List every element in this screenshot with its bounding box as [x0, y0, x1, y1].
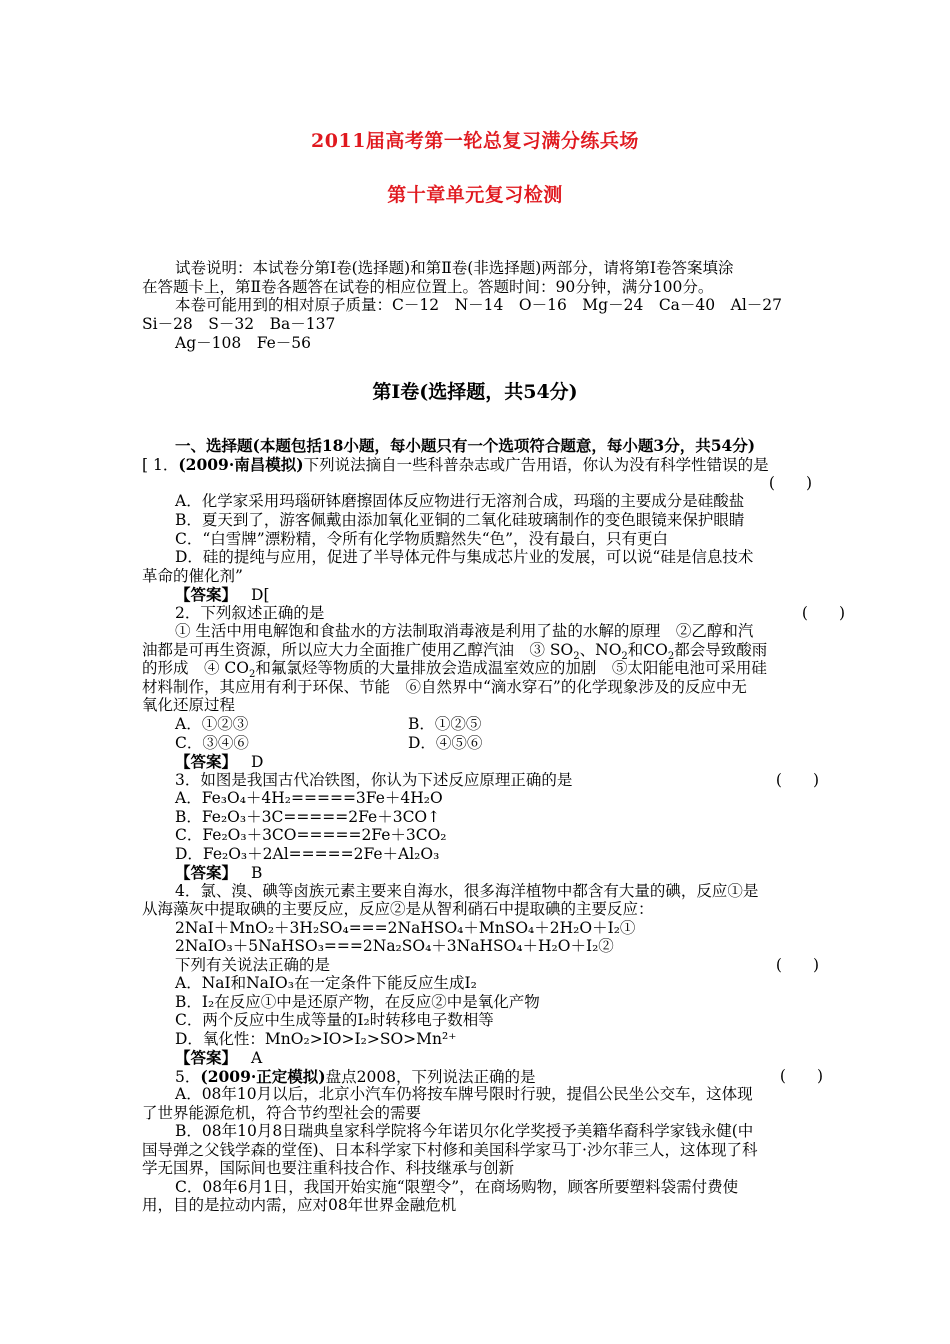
question-text: 3．如图是我国古代冶铁图，你认为下述反应原理正确的是	[175, 771, 573, 789]
option-d: D．④⑤⑥	[408, 734, 483, 752]
answer-value: D[	[251, 586, 270, 604]
option-a: A．NaI和NaIO₃在一定条件下能反应生成I₂	[175, 974, 477, 992]
answer-label: 【答案】	[175, 863, 238, 882]
question-3-stem	[175, 771, 845, 790]
question-text: 下列说法摘自一些科普杂志或广告用语，你认为没有科学性错误的是	[303, 456, 769, 474]
answer-value: A	[251, 1049, 263, 1067]
subscript: 2	[667, 651, 675, 663]
option-d: D．氧化性：MnO₂>IO>I₂>SO>Mn²⁺	[175, 1030, 457, 1048]
question-number: 5．	[175, 1068, 201, 1086]
text-run: 和氟氯烃等物质的大量排放会造成温室效应的加剧 ⑤太阳能电池可采用硅	[255, 659, 767, 677]
statement-line	[142, 641, 812, 663]
answer-bracket: ( )	[779, 1067, 823, 1085]
answer-bracket: ( )	[768, 474, 812, 492]
option-b: B．Fe₂O₃＋3C=====2Fe＋3CO↑	[175, 808, 441, 826]
question-4-stem-cont: 从海藻灰中提取碘的主要反应，反应②是从智利硝石中提取碘的主要反应：	[142, 900, 654, 918]
option-d: D．Fe₂O₃＋2Al=====2Fe＋Al₂O₃	[175, 845, 440, 863]
equation-2: 2NaIO₃＋5NaHSO₃===2Na₂SO₄＋3NaHSO₄＋H₂O＋I₂②	[175, 937, 614, 955]
answer-label: 【答案】	[175, 1048, 238, 1067]
statement-line: 氧化还原过程	[142, 696, 236, 714]
option-a: A．Fe₃O₄＋4H₂=====3Fe＋4H₂O	[175, 789, 443, 807]
option-a: A．08年10月以后，北京小汽车仍将按车牌号限时行驶，提倡公民坐公交车，这体现	[175, 1085, 753, 1103]
option-c: C．“白雪牌”漂粉精，令所有化学物质黯然失“色”，没有最白，只有更白	[175, 530, 669, 548]
intro-line: 试卷说明：本试卷分第Ⅰ卷(选择题)和第Ⅱ卷(非选择题)两部分，请将第Ⅰ卷答案填涂	[175, 259, 734, 277]
option-c: C．08年6月1日，我国开始实施“限塑令”，在商场购物，顾客所要塑料袋需付费使	[175, 1178, 739, 1196]
option-a: A．①②③	[175, 715, 249, 733]
option-b-cont: 学无国界，国际间也要注重科技合作、科技继承与创新	[142, 1159, 515, 1177]
option-a: A．化学家采用玛瑙研钵磨擦固体反应物进行无溶剂合成，玛瑙的主要成分是硅酸盐	[175, 492, 745, 510]
option-b-cont: 国导弹之父钱学森的堂侄)、日本科学家下村修和美国科学家马丁·沙尔菲三人，这体现了科	[142, 1141, 758, 1159]
option-d-cont: 革命的催化剂”	[142, 567, 243, 585]
answer-bracket: ( )	[801, 604, 845, 622]
question-source: (2009·南昌模拟)	[178, 455, 304, 474]
chapter-title: 第十章单元复习检测	[387, 184, 563, 206]
text-run: 的形成 ④ CO	[142, 659, 249, 677]
question-5-stem	[175, 1067, 845, 1086]
document-title: 2011届高考第一轮总复习满分练兵场	[311, 130, 639, 152]
option-b: B．I₂在反应①中是还原产物，在反应②中是氧化产物	[175, 993, 540, 1011]
option-c: C．③④⑥	[175, 734, 249, 752]
question-4-stem: 4．氯、溴、碘等卤族元素主要来自海水，很多海洋植物中都含有大量的碘，反应①是	[175, 882, 759, 900]
question-4-prompt	[175, 956, 845, 975]
answer-label: 【答案】	[175, 752, 238, 771]
intro-line: 在答题卡上，第Ⅱ卷各题答在试卷的相应位置上。答题时间：90分钟，满分100分。	[142, 278, 714, 296]
answer-line	[175, 585, 845, 604]
option-c: C．Fe₂O₃＋3CO=====2Fe＋3CO₂	[175, 826, 447, 844]
statement-line	[142, 659, 812, 681]
question-2-stem	[175, 604, 845, 623]
option-c-cont: 用，目的是拉动内需，应对08年世界金融危机	[142, 1196, 457, 1214]
answer-bracket: ( )	[775, 771, 819, 789]
subscript: 2	[249, 669, 256, 681]
question-number: [ 1．	[142, 456, 179, 474]
answer-label: 【答案】	[175, 585, 238, 604]
answer-bracket-row	[142, 474, 812, 493]
answer-bracket: ( )	[775, 956, 819, 974]
option-a-cont: 了世界能源危机，符合节约型社会的需要	[142, 1104, 422, 1122]
text-run: 油都是可再生资源，所以应大力全面推广使用乙醇汽油 ③ SO	[142, 641, 574, 659]
option-d: D．硅的提纯与应用，促进了半导体元件与集成芯片业的发展，可以说“硅是信息技术	[175, 548, 754, 566]
intro-line: 本卷可能用到的相对原子质量：C－12 N－14 O－16 Mg－24 Ca－40 Al－27	[175, 296, 783, 314]
text-run: 和CO	[627, 641, 668, 659]
intro-line: Si－28 S－32 Ba－137	[142, 315, 336, 333]
options-row	[175, 734, 845, 753]
question-text: 下列有关说法正确的是	[175, 956, 331, 974]
section-instruction: 一、选择题(本题包括18小题，每小题只有一个选项符合题意，每小题3分，共54分)	[175, 436, 756, 455]
answer-value: B	[251, 864, 263, 882]
part1-heading: 第Ⅰ卷(选择题，共54分)	[372, 381, 578, 403]
question-1-stem	[142, 455, 812, 474]
intro-line: Ag－108 Fe－56	[175, 334, 312, 352]
option-b: B．夏天到了，游客佩戴由添加氧化亚铜的二氧化硅玻璃制作的变色眼镜来保护眼睛	[175, 511, 745, 529]
text-run: 都会导致酸雨	[674, 641, 768, 659]
equation-1: 2NaI＋MnO₂＋3H₂SO₄===2NaHSO₄＋MnSO₄＋2H₂O＋I₂①	[175, 919, 636, 937]
answer-line	[175, 1048, 845, 1067]
text-run: 、NO	[579, 641, 622, 659]
option-c: C．两个反应中生成等量的I₂时转移电子数相等	[175, 1011, 494, 1029]
option-b: B．08年10月8日瑞典皇家科学院将今年诺贝尔化学奖授予美籍华裔科学家钱永健(中	[175, 1122, 754, 1140]
answer-line	[175, 752, 845, 771]
option-b: B．①②⑤	[408, 715, 482, 733]
subscript: 2	[573, 651, 580, 663]
question-text: 盘点2008，下列说法正确的是	[325, 1068, 536, 1086]
question-source: (2009·正定模拟)	[200, 1067, 326, 1086]
subscript: 2	[621, 651, 628, 663]
answer-line	[175, 863, 845, 882]
options-row	[175, 715, 845, 734]
question-text: 2．下列叙述正确的是	[175, 604, 325, 622]
statement-line: ① 生活中用电解饱和食盐水的方法制取消毒液是利用了盐的水解的原理 ②乙醇和汽	[175, 622, 754, 640]
answer-value: D	[251, 753, 264, 771]
statement-line: 材料制作，其应用有利于环保、节能 ⑥自然界中“滴水穿石”的化学现象涉及的反应中无	[142, 678, 747, 696]
